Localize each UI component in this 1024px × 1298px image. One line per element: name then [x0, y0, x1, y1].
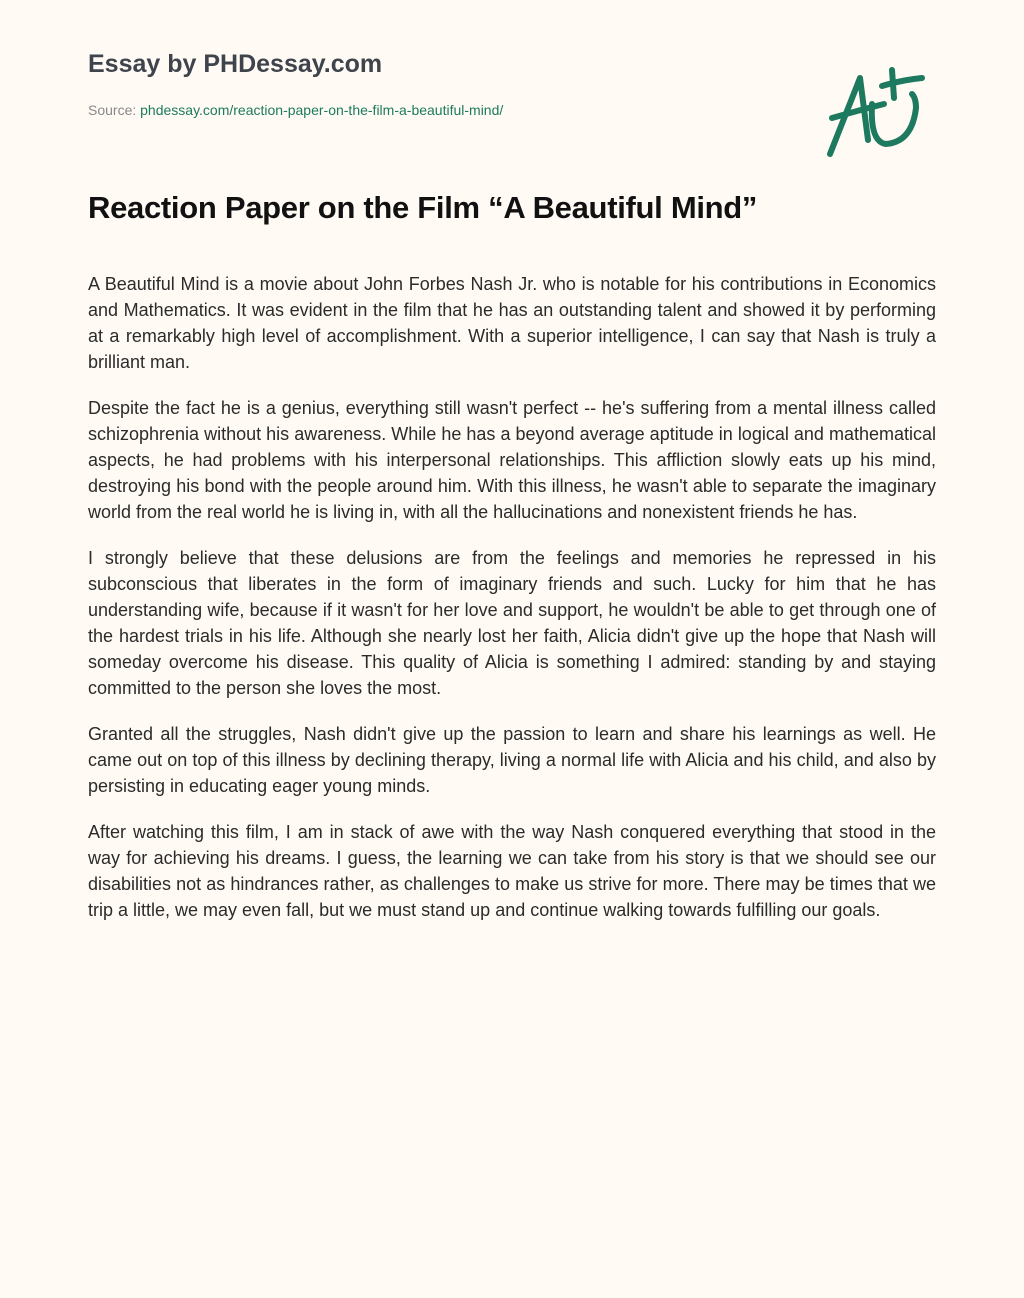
essay-title: Reaction Paper on the Film “A Beautiful Mind”	[88, 190, 758, 225]
source-link[interactable]: phdessay.com/reaction-paper-on-the-film-a-beautiful-mind/	[140, 102, 504, 118]
paragraph: After watching this film, I am in stack of awe with the way Nash conquered everything that stood in the way for achieving his dreams. I guess, the learning we can take from his story is that we should see our disabilities not as hindrances rather, as challenges to make us strive for more. There may be times that we trip a little, we may even fall, but we must stand up and continue walking towards fulfilling our goals.	[88, 822, 936, 920]
paragraph: Despite the fact he is a genius, everything still wasn't perfect -- he's suffering from a mental illness called schizophrenia without his awareness. While he has a beyond average aptitude in logical and mathematical aspects, he had problems with his interpersonal relationships. This affliction slowly eats up his mind, destroying his bond with the people around him. With this illness, he wasn't able to separate the imaginary world from the real world he is living in, with all the hallucinations and nonexistent friends he has.	[88, 398, 936, 522]
paragraph: Granted all the struggles, Nash didn't give up the passion to learn and share his learnings as well. He came out on top of this illness by declining therapy, living a normal life with Alicia and his child, and also by persisting in educating eager young minds.	[88, 724, 936, 796]
source-label: Source:	[88, 102, 141, 118]
site-brand: Essay by PHDessay.com	[88, 50, 383, 78]
paragraph: I strongly believe that these delusions are from the feelings and memories he repressed in his subconscious that liberates in the form of imaginary friends and such. Lucky for him that he has understanding wife, because if it wasn't for her love and support, he wouldn't be able to get through one of the hardest trials in his life. Although she nearly lost her faith, Alicia didn't give up the hope that Nash will someday overcome his disease. This quality of Alicia is something I admired: standing by and staying committed to the person she loves the most.	[88, 548, 936, 698]
source-line	[88, 102, 503, 118]
essay-body	[88, 271, 936, 943]
paragraph: A Beautiful Mind is a movie about John Forbes Nash Jr. who is notable for his contributions in Economics and Mathematics. It was evident in the film that he has an outstanding talent and showed it by performing at a remarkably high level of accomplishment. With a superior intelligence, I can say that Nash is truly a brilliant man.	[88, 274, 936, 372]
a-plus-logo-icon	[820, 64, 930, 160]
